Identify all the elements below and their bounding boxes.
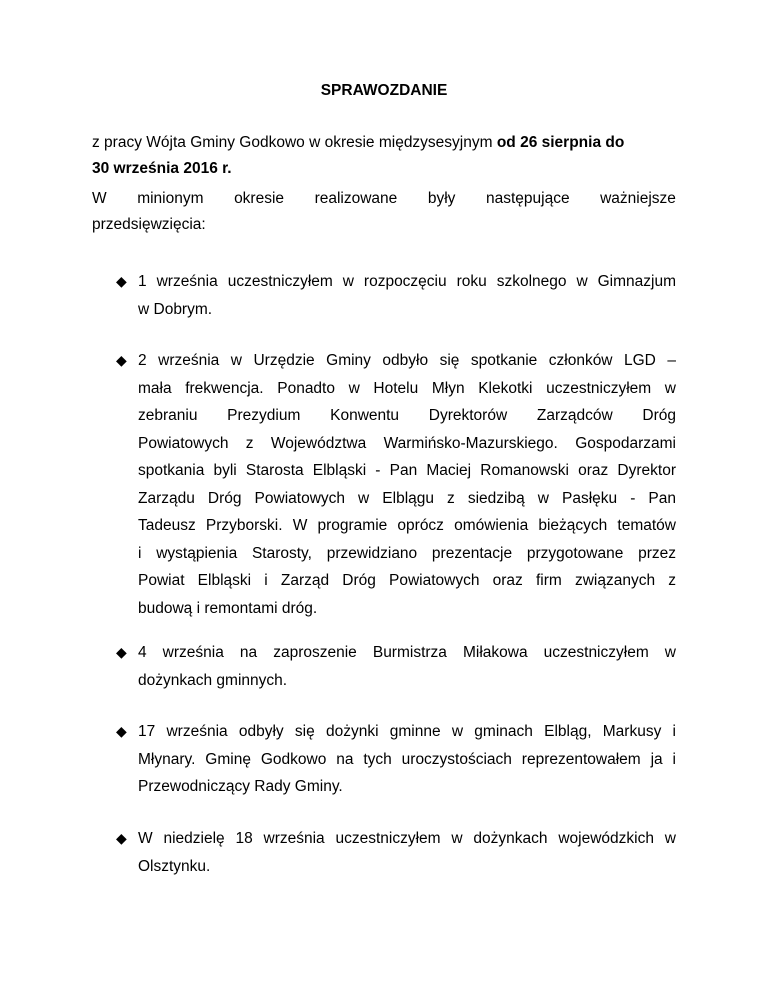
intro-text: z pracy Wójta Gminy Godkowo w okresie międzysesyjnym (92, 134, 497, 151)
activity-item (116, 347, 676, 622)
activity-item-line: Młynary. Gminę Godkowo na tych uroczystościach reprezentowałem ja i (138, 750, 676, 768)
activity-item-line: 1 września uczestniczyłem w rozpoczęciu roku szkolnego w Gimnazjum (138, 273, 676, 290)
intro-word: minionym (137, 190, 204, 207)
intro-word: następujące (485, 190, 570, 207)
activity-item-line: Zarządu Dróg Powiatowych w Elblągu z siedzibą w Pasłęku - Pan (138, 489, 676, 507)
activity-item-line: W niedzielę 18 września uczestniczyłem w dożynkach wojewódzkich w (138, 830, 676, 847)
intro-continuation (92, 186, 676, 238)
diamond-bullet-icon: ◆ (116, 644, 127, 660)
activity-item-line: mała frekwencja. Ponadto w Hotelu Młyn Klekotki uczestniczyłem w (138, 379, 676, 397)
diamond-bullet-icon: ◆ (116, 352, 127, 368)
activity-item-line: zebraniu Prezydium Konwentu Dyrektorów Zarządców Dróg (138, 407, 676, 424)
intro-last-line: przedsięwzięcia: (92, 216, 206, 233)
intro-word: były (427, 190, 456, 207)
activity-item-line: Powiat Elbląski i Zarząd Dróg Powiatowych oraz firm związanych z (138, 572, 676, 589)
document-title: SPRAWOZDANIE (320, 82, 448, 99)
intro-date-end: 30 września 2016 r. (92, 160, 232, 177)
intro-spread-line (92, 186, 676, 212)
intro-date-range: od 26 sierpnia do (496, 134, 625, 151)
activity-item-line: Powiatowych z Województwa Warmińsko-Mazurskiego. Gospodarzami (138, 434, 676, 452)
diamond-bullet-icon: ◆ (116, 830, 127, 846)
activity-item (116, 825, 676, 880)
intro-word: okresie (234, 190, 285, 207)
activity-item-line: dożynkach gminnych. (138, 671, 288, 689)
diamond-bullet-icon: ◆ (116, 723, 127, 739)
activity-item (116, 639, 676, 694)
activity-item-line: w Dobrym. (138, 300, 213, 318)
intro-word: realizowane (314, 190, 398, 207)
intro-paragraph (92, 130, 676, 182)
activity-item-line: budową i remontami dróg. (138, 599, 318, 617)
diamond-bullet-icon: ◆ (116, 273, 127, 289)
activity-item-line: spotkania byli Starosta Elbląski - Pan Maciej Romanowski oraz Dyrektor (138, 462, 676, 479)
activity-item-line: 4 września na zaproszenie Burmistrza Miłakowa uczestniczyłem w (138, 644, 676, 661)
activity-item-line: Olsztynku. (138, 857, 211, 875)
activity-item-line: 2 września w Urzędzie Gminy odbyło się spotkanie członków LGD – (138, 352, 676, 369)
activity-item-line: 17 września odbyły się dożynki gminne w gminach Elbląg, Markusy i (138, 723, 676, 740)
activity-item-line: Przewodniczący Rady Gminy. (138, 778, 343, 795)
activity-item (116, 268, 676, 323)
activity-item (116, 718, 676, 801)
activity-item-line: Tadeusz Przyborski. W programie oprócz omówienia bieżących tematów (138, 517, 676, 534)
activity-item-line: i wystąpienia Starosty, przewidziano prezentacje przygotowane przez (138, 544, 676, 562)
intro-word: ważniejsze (600, 190, 676, 207)
intro-word: W (92, 190, 107, 207)
